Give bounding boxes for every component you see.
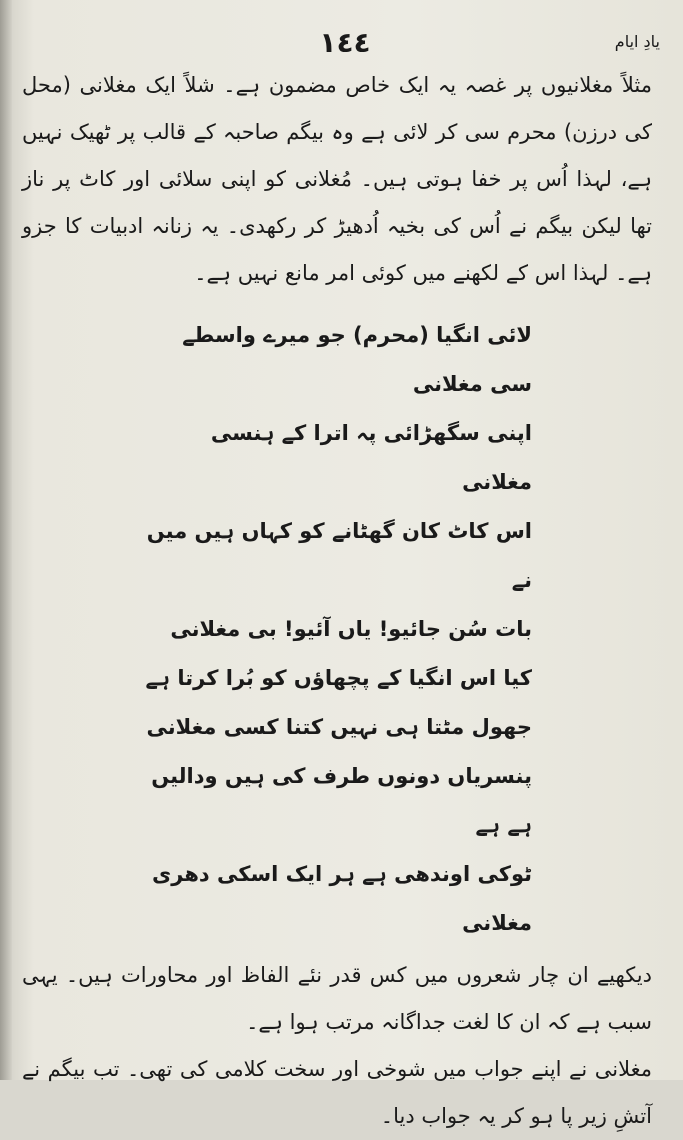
page-number: ١٤٤ — [319, 26, 371, 59]
running-head: یادِ ایام — [614, 32, 660, 51]
verse-block — [142, 311, 532, 948]
verse-line: بات سُن جائیو! یاں آئیو! بی مغلانی — [170, 617, 532, 641]
intro-paragraph: مثلاً مغلانیوں پر غصہ یہ ایک خاص مضمون ہے۔ شلاً ایک مغلانی (محل کی درزن) محرم سی کر لائی ہے وہ بیگم صاحبہ کے قالب پر ٹھیک نہیں ہے، لہذا اُس پر خفا ہوتی ہیں۔ مُغلانی کو اپنی سلائی اور کاٹ پر ناز تھا لیکن بیگم نے اُس کی بخیہ اُدھیڑ کر رکھدی۔ یہ زنانہ ادبیات کا جزو ہے۔ لہذا اس کے لکھنے میں کوئی امر مانع نہیں ہے۔ — [22, 73, 652, 285]
verse-line: لائی انگیا (محرم) جو میرے واسطے سی مغلانی — [182, 323, 532, 396]
verse-line: پنسریاں دونوں طرف کی ہیں ودالیں ہے ہے — [151, 764, 532, 837]
page-body — [22, 62, 652, 1140]
verse-line: جھول مٹتا ہی نہیں کتنا کسی مغلانی — [146, 715, 532, 739]
verse-line: کیا اس انگیا کے پچھاؤں کو بُرا کرتا ہے — [145, 666, 532, 690]
verse-line: اس کاٹ کان گھٹانے کو کہاں ہیں میں نے — [146, 519, 532, 592]
page-header — [30, 26, 660, 66]
closing-paragraph: مغلانی نے اپنے جواب میں شوخی اور سخت کلامی کی تھی۔ تب بیگم نے آتشِ زیر پا ہو کر یہ جواب دیا۔ — [22, 1057, 652, 1128]
verse-line: ٹوکی اوندھی ہے ہر ایک اسکی دھری مغلانی — [152, 862, 532, 935]
verse-line: اپنی سگھڑائی پہ اترا کے ہنسی مغلانی — [210, 421, 532, 494]
book-gutter — [0, 0, 12, 1080]
closing-paragraph: دیکھیے ان چار شعروں میں کس قدر نئے الفاظ اور محاورات ہیں۔ یہی سبب ہے کہ ان کا لغت جداگانہ مرتب ہوا ہے۔ — [22, 963, 652, 1034]
